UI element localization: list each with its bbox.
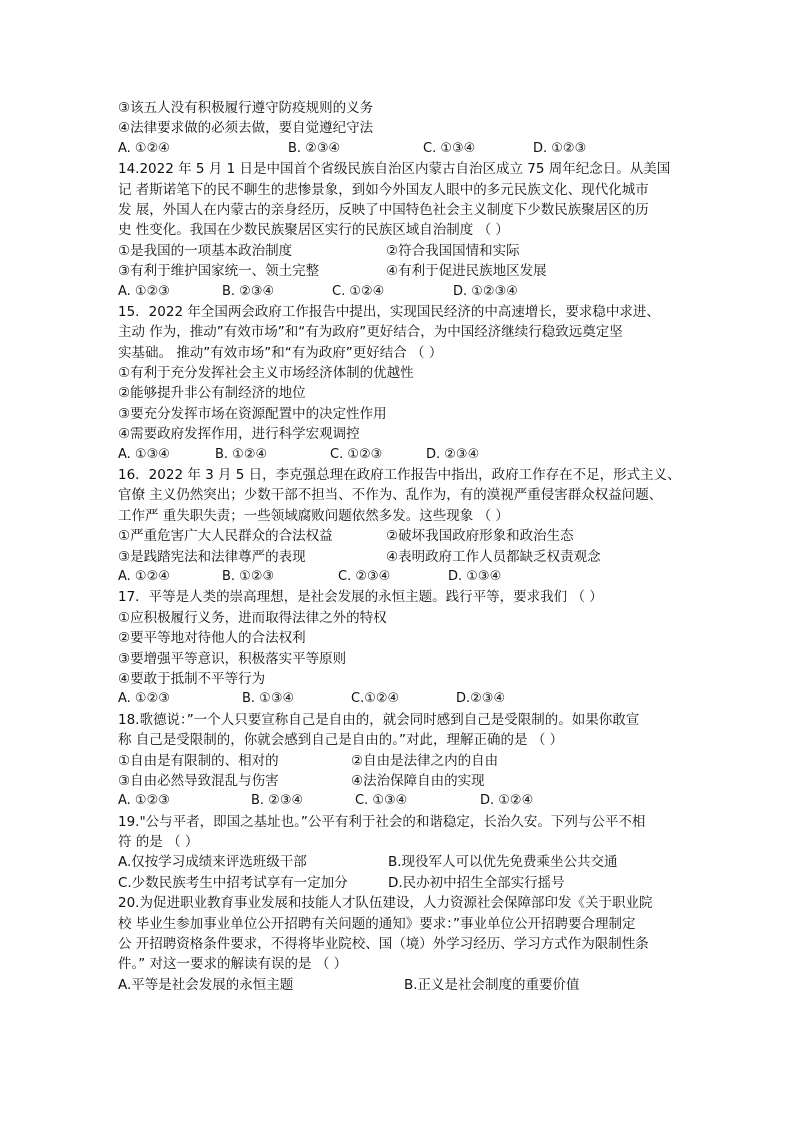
q14-statements-row-1 <box>118 241 678 261</box>
q18-options <box>118 791 678 811</box>
q14-statement-1: ①是我国的一项基本政治制度 <box>118 242 293 259</box>
q15-stem-line-1: 15．2022 年全国两会政府工作报告中提出，实现国民经济的中高速增长，要求稳中求进、 <box>118 303 660 320</box>
q19-option-a: A.仅按学习成绩来评选班级干部 <box>118 854 307 871</box>
q20-stem-line-4: 件。” 对这一要求的解读有误的是 （ ） <box>118 956 348 973</box>
q14-option-a: A. ①②③ <box>118 283 170 299</box>
q17-stem-line-1: 17．平等是人类的崇高理想，是社会发展的永恒主题。践行平等，要求我们 （ ） <box>118 589 603 606</box>
q16-statement-4: ④表明政府工作人员都缺乏权责观念 <box>386 548 601 565</box>
q16-statement-2: ②破坏我国政府形象和政治生态 <box>386 528 574 545</box>
q13-option-b: B. ②③④ <box>288 140 341 156</box>
q16-option-c: C. ②③④ <box>338 568 391 584</box>
q15-stem-line-2: 主动 作为，推动”有效市场”和“有为政府”更好结合，为中国经济继续行稳致远奠定坚 <box>118 324 623 341</box>
q19-option-d: D.民办初中招生全部实行摇号 <box>388 874 565 891</box>
q20-stem-line-2: 校 毕业生参加事业单位公开招聘有关问题的通知》要求：”事业单位公开招聘要合理制定 <box>118 915 636 932</box>
q16-statement-1: ①严重危害广大人民群众的合法权益 <box>118 528 333 545</box>
q16-statements-row-1 <box>118 526 678 546</box>
q14-statements-row-2 <box>118 261 678 281</box>
q14-stem-line-2: 记 者斯诺笔下的民不聊生的悲惨景象，到如今外国友人眼中的多元民族文化、现代化城市 <box>118 181 649 198</box>
q18-option-c: C. ①③④ <box>355 793 408 809</box>
q16-statements-row-2 <box>118 547 678 567</box>
q14-statement-2: ②符合我国国情和实际 <box>386 242 520 259</box>
q13-statement-3: ③该五人没有积极履行遵守防疫规则的义务 <box>118 100 374 116</box>
q19-option-b: B.现役军人可以优先免费乘坐公共交通 <box>388 854 618 871</box>
q18-option-a: A. ①②③ <box>118 793 170 809</box>
q17-option-a: A. ①②③ <box>118 691 170 707</box>
q13-option-d: D. ①②③ <box>533 140 587 156</box>
q14-option-b: B. ②③④ <box>222 283 275 299</box>
q18-statement-2: ②自由是法律之内的自由 <box>351 752 499 769</box>
q14-stem-line-3: 发 展，外国人在内蒙古的亲身经历，反映了中国特色社会主义制度下少数民族聚居区的历 <box>118 201 649 218</box>
q15-statement-2: ②能够提升非公有制经济的地位 <box>118 385 306 402</box>
q14-statement-3: ③有利于维护国家统一、领土完整 <box>118 263 320 280</box>
q18-statement-3: ③自由必然导致混乱与伤害 <box>118 772 279 789</box>
q20-option-a: A.平等是社会发展的永恒主题 <box>118 976 294 993</box>
q15-options <box>118 445 678 465</box>
q16-option-a: A. ①②④ <box>118 568 170 584</box>
q17-option-c: C.①②④ <box>351 691 400 707</box>
q18-statement-1: ①自由是有限制的、相对的 <box>118 752 279 769</box>
q18-statement-4: ④法治保障自由的实现 <box>351 772 485 789</box>
q19-options-row-1 <box>118 852 678 872</box>
q20-stem-line-3: 公 开招聘资格条件要求，不得将毕业院校、国（境）外学习经历、学习方式作为限制性条 <box>118 936 649 953</box>
q19-option-c: C.少数民族考生中招考试享有一定加分 <box>118 874 348 891</box>
q17-statement-4: ④要敢于抵制不平等行为 <box>118 670 266 687</box>
q17-options <box>118 689 678 709</box>
q15-stem-line-3: 实基础。 推动”有效市场”和“有为政府”更好结合 （ ） <box>118 344 443 361</box>
q15-statement-4: ④需要政府发挥作用，进行科学宏观调控 <box>118 426 360 443</box>
q15-statement-3: ③要充分发挥市场在资源配置中的决定性作用 <box>118 405 387 422</box>
q17-statement-1: ①应积极履行义务，进而取得法律之外的特权 <box>118 609 387 626</box>
q20-stem-line-1: 20.为促进职业教育事业发展和技能人才队伍建设，人力资源社会保障部印发《关于职业院 <box>118 895 653 912</box>
q16-option-b: B. ①②③ <box>222 568 275 584</box>
q15-option-b: B. ①②④ <box>215 446 268 462</box>
q14-statement-4: ④有利于促进民族地区发展 <box>386 263 547 280</box>
q19-options-row-2 <box>118 873 678 893</box>
q15-option-d: D. ②③④ <box>426 446 480 462</box>
q16-stem-line-1: 16．2022 年 3 月 5 日，李克强总理在政府工作报告中指出，政府工作存在不足，形式主义、 <box>118 467 681 484</box>
q20-option-b: B.正义是社会制度的重要价值 <box>404 976 580 993</box>
q15-option-a: A. ①③④ <box>118 446 170 462</box>
q16-option-d: D. ①③④ <box>448 568 502 584</box>
q13-option-c: C. ①③④ <box>423 140 476 156</box>
q19-stem-line-1: 19."公与平者，即国之基址也。”公平有利于社会的和谐稳定，长治久安。下列与公平不相 <box>118 813 646 830</box>
q18-option-b: B. ②③④ <box>251 793 304 809</box>
q18-option-d: D. ①②④ <box>480 793 534 809</box>
q15-option-c: C. ①②③ <box>330 446 383 462</box>
exam-page <box>118 98 681 995</box>
q17-option-d: D.②③④ <box>456 691 506 707</box>
q17-option-b: B. ①③④ <box>242 691 295 707</box>
q14-options <box>118 282 678 302</box>
q15-statement-1: ①有利于充分发挥社会主义市场经济体制的优越性 <box>118 365 414 382</box>
q18-statements-row-2 <box>118 771 678 791</box>
q18-stem-line-1: 18.歌德说：”一个人只要宣称自己是自由的，就会同时感到自己是受限制的。如果你敢宣 <box>118 711 640 728</box>
q13-statement-4: ④法律要求做的必须去做，要自觉遵纪守法 <box>118 120 374 137</box>
q18-stem-line-2: 称 自己是受限制的，你就会感到自己是自由的。”对此，理解正确的是 （ ） <box>118 732 564 749</box>
q19-stem-line-2: 符 的是 （ ） <box>118 834 199 851</box>
q13-option-a: A. ①②④ <box>118 140 170 156</box>
q13-options <box>118 139 678 159</box>
q14-option-c: C. ①②④ <box>332 283 385 299</box>
q14-stem-line-4: 史 性变化。我国在少数民族聚居区实行的民族区域自治制度 （ ） <box>118 222 509 239</box>
q18-statements-row-1 <box>118 751 678 771</box>
q16-options <box>118 567 678 587</box>
q16-statement-3: ③是践踏宪法和法律尊严的表现 <box>118 548 306 565</box>
q17-statement-3: ③要增强平等意识，积极落实平等原则 <box>118 650 347 667</box>
q16-stem-line-3: 工作严 重失职失责；一些领域腐败问题依然多发。这些现象 （ ） <box>118 507 509 524</box>
q20-options-row-1 <box>118 975 678 995</box>
q17-statement-2: ②要平等地对待他人的合法权利 <box>118 630 306 647</box>
q14-option-d: D. ①②③④ <box>453 283 518 299</box>
q14-stem-line-1: 14.2022 年 5 月 1 日是中国首个省级民族自治区内蒙古自治区成立 75 周年纪念日。从美国 <box>118 161 671 178</box>
q16-stem-line-2: 官僚 主义仍然突出；少数干部不担当、不作为、乱作为，有的漠视严重侵害群众权益问题、 <box>118 487 663 504</box>
